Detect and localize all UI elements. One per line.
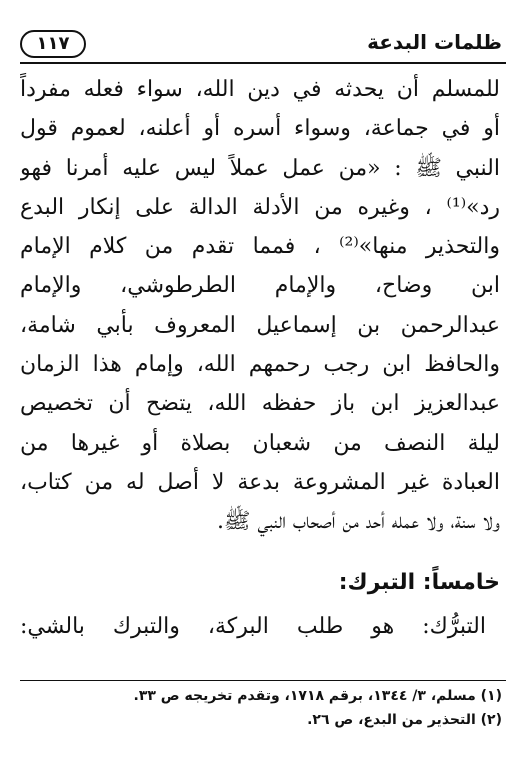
body-line: أو في جماعة، وسواء أسره أو أعلنه، لعموم قول: [20, 116, 500, 142]
body-line: والحافظ ابن رجب رحمهم الله، وإمام هذا الزمان: [20, 352, 500, 378]
section-first-line: التبرُّك: هو طلب البركة، والتبرك بالشي:: [20, 614, 486, 639]
body-line: رد»⁽¹⁾ ، وغيره من الأدلة الدالة على إنكار البدع: [20, 194, 500, 220]
footnote-2: (٢) التحذير من البدع، ص ٢٦.: [307, 712, 502, 728]
footnotes: [22, 684, 502, 732]
body-line: ولا سنة، ولا عمله أحد من أصحاب النبي ﷺ.: [216, 509, 500, 535]
footnote-divider: [20, 680, 506, 681]
body-line: العبادة غير المشروعة بدعة لا أصل له من كتاب،: [20, 469, 500, 495]
running-title: ظلمات البدعة: [367, 30, 502, 54]
page-header: [20, 30, 506, 64]
footnote-1: (١) مسلم، ٣/ ١٣٤٤، برقم ١٧١٨، وتقدم تخريجه ص ٣٣.: [133, 688, 502, 704]
section-heading: خامساً: التبرك:: [338, 570, 500, 595]
body-line: ليلة النصف من شعبان بصلاة أو غيرها من: [20, 430, 500, 456]
body-line: للمسلم أن يحدثه في دين الله، سواء فعله مفرداً: [20, 77, 500, 102]
body-text: [20, 70, 500, 542]
page-number: ١١٧: [20, 30, 86, 58]
body-line: والتحذير منها»⁽²⁾ ، فمما تقدم من كلام الإمام: [20, 234, 500, 260]
body-line: ابن وضاح، والإمام الطرطوشي، والإمام: [20, 273, 500, 299]
body-line: النبي ﷺ : «من عمل عملاً ليس عليه أمرنا فهو: [20, 155, 500, 181]
body-line: عبدالرحمن بن إسماعيل المعروف بأبي شامة،: [20, 312, 500, 338]
body-line: عبدالعزيز ابن باز حفظه الله، يتضح أن تخصيص: [20, 391, 500, 417]
